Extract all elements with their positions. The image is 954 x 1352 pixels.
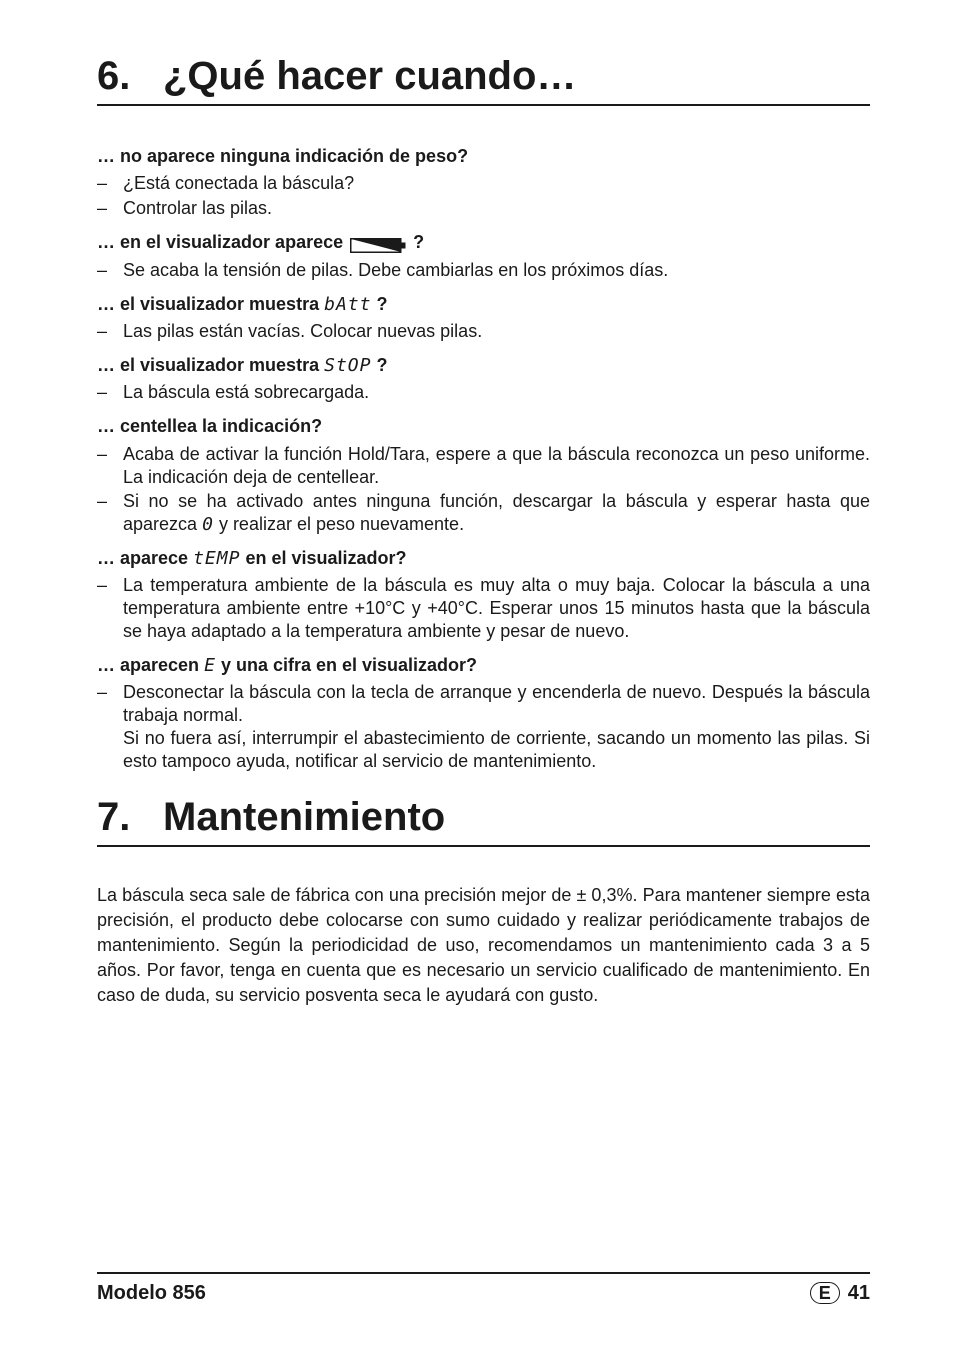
- page-footer: [97, 1272, 870, 1306]
- list-item: [97, 381, 870, 404]
- item-text-para: Desconectar la báscula con la tecla de arranque y encenderla de nuevo. Después la báscula trabaja normal.: [123, 682, 870, 725]
- dash-bullet: –: [97, 491, 108, 511]
- question-error: [97, 654, 870, 677]
- item-text-fragment: aparezca: [123, 514, 198, 534]
- lcd-batt-symbol: bAtt: [324, 294, 372, 315]
- lcd-e-symbol: E: [204, 655, 216, 676]
- dash-bullet: –: [97, 321, 108, 341]
- list-item: [97, 490, 870, 536]
- item-text: La báscula está sobrecargada.: [123, 382, 370, 402]
- question-batt: [97, 293, 870, 316]
- list-item: [97, 320, 870, 343]
- question-temp: [97, 547, 870, 570]
- question-text: y una cifra en el visualizador?: [220, 655, 478, 675]
- item-text-para: Si no fuera así, interrumpir el abastecimiento de corriente, sacando un momento las pilas. Si esto tampoco ayuda, notificar al servicio de mantenimiento.: [123, 728, 870, 771]
- dash-bullet: –: [97, 444, 108, 464]
- item-text: Controlar las pilas.: [123, 198, 273, 218]
- item-text: ¿Está conectada la báscula?: [123, 173, 355, 193]
- dash-bullet: –: [97, 198, 108, 218]
- model-label: Modelo 856: [97, 1282, 206, 1304]
- question-text: … centellea la indicación?: [97, 416, 323, 436]
- dash-bullet: –: [97, 260, 108, 280]
- list-item: [97, 172, 870, 195]
- dash-bullet: –: [97, 682, 108, 702]
- question-text: … no aparece ninguna indicación de peso?: [97, 146, 469, 166]
- section-number: 7.: [97, 795, 131, 839]
- lcd-stop-symbol: StOP: [324, 355, 372, 376]
- section-7-heading: [97, 793, 870, 847]
- item-text: [123, 490, 870, 536]
- item-text-fragment: y realizar el peso nuevamente.: [218, 514, 465, 534]
- list-item: [97, 443, 870, 489]
- footer-right: [810, 1280, 870, 1306]
- question-text: en el visualizador?: [245, 548, 407, 568]
- list-item: [97, 259, 870, 282]
- section-number: 6.: [97, 54, 131, 98]
- item-text: La temperatura ambiente de la báscula es muy alta o muy baja. Colocar la báscula a una temperatura ambiente entre +10°C y +40°C. Esperar unos 15 minutos hasta que la báscula se haya adaptado a la temperatura ambiente y pesar de nuevo.: [123, 575, 870, 641]
- question-battery-low: [97, 231, 870, 254]
- item-text: [123, 681, 870, 773]
- question-text: … aparecen: [97, 655, 200, 675]
- question-stop: [97, 354, 870, 377]
- question-mark: ?: [413, 232, 425, 252]
- question-text: … el visualizador muestra: [97, 294, 320, 314]
- lcd-zero-symbol: 0: [202, 514, 214, 535]
- item-text: Se acaba la tensión de pilas. Debe cambiarlas en los próximos días.: [123, 260, 669, 280]
- page-number: 41: [847, 1282, 870, 1304]
- section-title: Mantenimiento: [163, 795, 446, 839]
- battery-low-icon: [350, 236, 406, 251]
- dash-bullet: –: [97, 575, 108, 595]
- question-mark: ?: [376, 355, 388, 375]
- list-item: [97, 197, 870, 220]
- question-text: … el visualizador muestra: [97, 355, 320, 375]
- question-mark: ?: [376, 294, 388, 314]
- language-badge: E: [810, 1282, 840, 1304]
- section-6-heading: [97, 52, 870, 106]
- question-flashing: [97, 415, 870, 438]
- lcd-temp-symbol: tEMP: [193, 548, 241, 569]
- question-text: … aparece: [97, 548, 189, 568]
- item-text-line: [123, 513, 870, 536]
- item-text: Las pilas están vacías. Colocar nuevas pilas.: [123, 321, 483, 341]
- list-item: [97, 574, 870, 643]
- dash-bullet: –: [97, 173, 108, 193]
- question-no-weight: [97, 145, 870, 168]
- maintenance-paragraph: La báscula seca sale de fábrica con una precisión mejor de ± 0,3%. Para mantener siempre esta precisión, el producto debe colocarse con sumo cuidado y realizar periódicamente trabajos de mantenimiento. Según la periodicidad de uso, recomendamos un mantenimiento cada 3 a 5 años. Por favor, tenga en cuenta que es necesario un servicio cualificado de mantenimiento. En caso de duda, su servicio posventa seca le ayudará con gusto.: [97, 885, 870, 1005]
- item-text-line: Si no se ha activado antes ninguna función, descargar la báscula y esperar hasta que: [123, 491, 870, 511]
- item-text: Acaba de activar la función Hold/Tara, espere a que la báscula reconozca un peso uniforme. La indicación deja de centellear.: [123, 444, 870, 487]
- section-title: ¿Qué hacer cuando…: [163, 54, 577, 98]
- list-item: [97, 681, 870, 773]
- dash-bullet: –: [97, 382, 108, 402]
- question-text: … en el visualizador aparece: [97, 232, 344, 252]
